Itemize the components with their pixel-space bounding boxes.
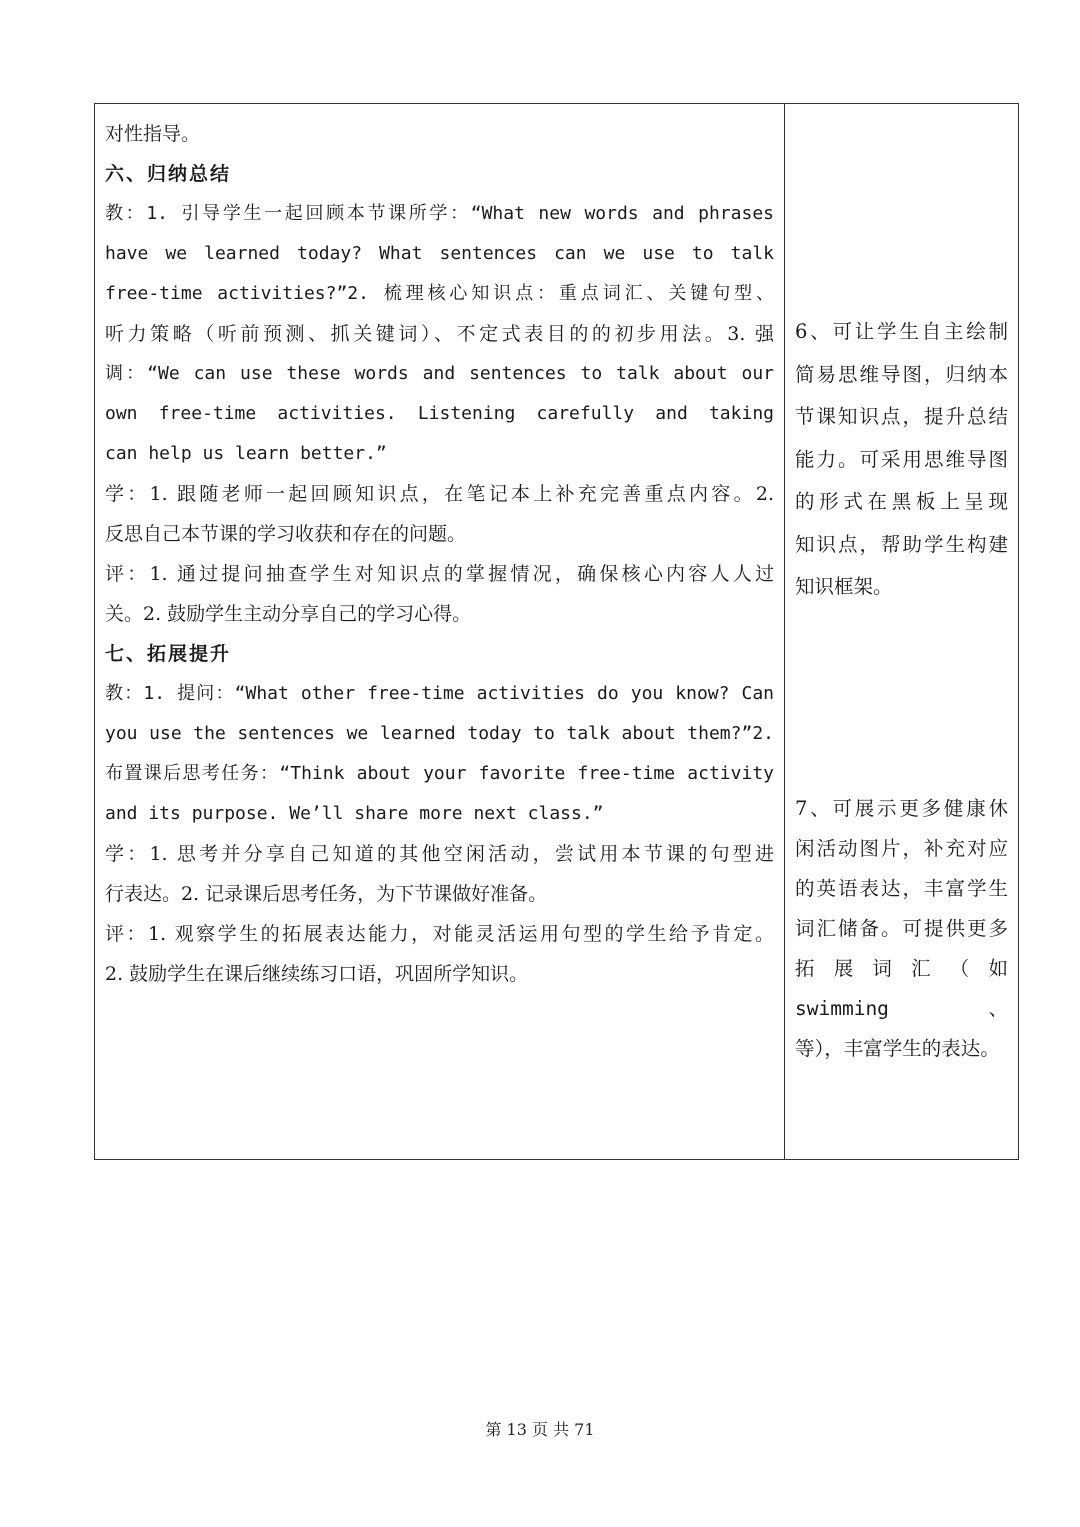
- page-number: 第 13 页 共 71: [485, 1420, 595, 1439]
- text-line: 评：1. 通过提问抽查学生对知识点的掌握情况，确保核心内容人人过: [105, 563, 774, 585]
- note-line: 简易思维导图，归纳本: [795, 362, 1008, 386]
- design-notes-column: [785, 104, 1018, 1159]
- design-note-7: [795, 789, 1008, 1069]
- teaching-process-column: [95, 104, 785, 1159]
- text-line: free-time activities?”2. 梳理核心知识点：重点词汇、关键句型、: [105, 283, 774, 304]
- note-line: 知识框架。: [795, 575, 893, 598]
- design-note-6: [795, 311, 1008, 609]
- section-heading-extension: 七、拓展提升: [105, 643, 232, 665]
- note-line: swimming 、: [795, 997, 1008, 1020]
- text-line: own free-time activities. Listening carefully and taking: [105, 403, 774, 424]
- note-line: 闲活动图片，补充对应: [795, 837, 1008, 860]
- note-line: 等），丰富学生的表达。: [795, 1037, 1000, 1060]
- text-line: 听力策略（听前预测、抓关键词）、不定式表目的的初步用法。3. 强: [105, 323, 774, 345]
- note-line: 7、可展示更多健康休: [795, 797, 1008, 820]
- text-line: 关。2. 鼓励学生主动分享自己的学习心得。: [105, 603, 472, 625]
- note-line: 能力。可采用思维导图: [795, 447, 1008, 471]
- note-line: 的形式在黑板上呈现: [795, 490, 1008, 513]
- text-line: 2. 鼓励学生在课后继续练习口语，巩固所学知识。: [105, 963, 529, 985]
- note-line: 6、可让学生自主绘制: [795, 320, 1008, 343]
- section-heading-summary: 六、归纳总结: [105, 163, 232, 185]
- text-line: 布置课后思考任务：“Think about your favorite free-time activity: [105, 763, 774, 784]
- text-line: 行表达。2. 记录课后思考任务，为下节课做好准备。: [105, 883, 548, 905]
- text-line: 教：1. 提问：“What other free-time activities do you know? Can: [105, 683, 774, 704]
- text-line: 评：1. 观察学生的拓展表达能力，对能灵活运用句型的学生给予肯定。: [105, 923, 774, 945]
- note-line: 知识点，帮助学生构建: [795, 532, 1008, 556]
- note-line: 节课知识点，提升总结: [795, 405, 1008, 428]
- text-line: 反思自己本节课的学习收获和存在的问题。: [105, 523, 467, 545]
- text-line: and its purpose. We’ll share more next class.”: [105, 803, 604, 824]
- text-line: 调：“We can use these words and sentences to talk about our: [105, 363, 774, 384]
- text-line: 学：1. 跟随老师一起回顾知识点，在笔记本上补充完善重点内容。2.: [105, 483, 774, 505]
- text-line: 学：1. 思考并分享自己知道的其他空闲活动，尝试用本节课的句型进: [105, 843, 774, 865]
- note-line: 词汇储备。可提供更多: [795, 917, 1008, 940]
- text-line: have we learned today? What sentences can we use to talk: [105, 243, 774, 264]
- text-line: can help us learn better.”: [105, 443, 387, 464]
- text-line: you use the sentences we learned today to talk about them?”2.: [105, 723, 774, 744]
- note-line: 拓展词汇（如: [795, 957, 1008, 980]
- note-line: 的英语表达，丰富学生: [795, 877, 1008, 900]
- lesson-plan-table: [94, 103, 1019, 1160]
- text-line: 教：1. 引导学生一起回顾本节课所学：“What new words and phrases: [105, 203, 774, 224]
- text-line: 对性指导。: [105, 123, 201, 145]
